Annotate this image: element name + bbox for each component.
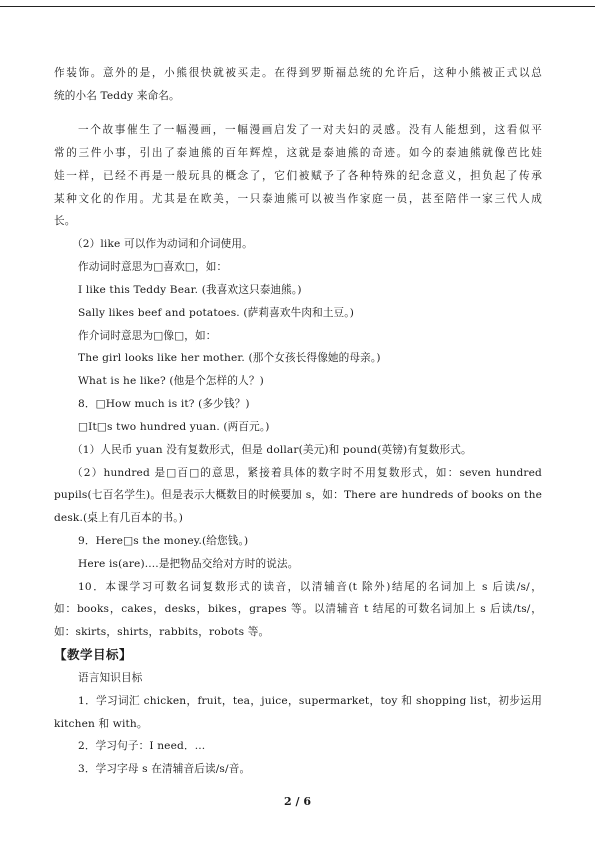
header-rule bbox=[0, 6, 595, 7]
paragraph-line: 常的三件小事，引出了泰迪熊的百年辉煌，这就是泰迪熊的奇迹。如今的泰迪熊就像芭比娃 bbox=[54, 147, 542, 159]
section-heading: 【教学目标】 bbox=[54, 647, 133, 662]
paragraph-line: 8．□How much is it? (多少钱？) bbox=[78, 398, 250, 410]
paragraph-line: （2）like 可以作为动词和介词使用。 bbox=[72, 238, 253, 250]
paragraph-line: 作介词时意思为□像□，如： bbox=[78, 330, 217, 342]
paragraph-line: 作动词时意思为□喜欢□，如： bbox=[78, 261, 228, 273]
example-sentence: Sally likes beef and potatoes. (萨莉喜欢牛肉和土豆。) bbox=[78, 307, 355, 319]
paragraph-line: 2．学习句子：I need．... bbox=[78, 740, 206, 752]
paragraph-line: 10．本课学习可数名词复数形式的读音，以清辅音(t 除外)结尾的名词加上 s 后读/s/， bbox=[78, 581, 542, 593]
paragraph-line: 如：books，cakes，desks，bikes，grapes 等。以清辅音 t 结尾的可数名词加上 s 后读/ts/， bbox=[54, 603, 542, 615]
example-sentence: What is he like? (他是个怎样的人？) bbox=[78, 375, 264, 387]
example-sentence: The girl looks like her mother. (那个女孩长得像她的母亲。) bbox=[78, 352, 381, 364]
subsection-title: 语言知识目标 bbox=[78, 672, 143, 684]
page-number: 2 / 6 bbox=[284, 795, 311, 808]
paragraph-line: 长。 bbox=[54, 215, 76, 227]
paragraph-line: 9．Here□s the money.(给您钱。) bbox=[78, 535, 249, 547]
example-sentence: □It□s two hundred yuan. (两百元。) bbox=[78, 421, 270, 433]
paragraph-line: 一个故事催生了一幅漫画，一幅漫画启发了一对夫妇的灵感。没有人能想到，这看似平 bbox=[78, 124, 542, 136]
example-sentence: I like this Teddy Bear. (我喜欢这只泰迪熊。) bbox=[78, 284, 302, 296]
paragraph-line: 统的小名 Teddy 来命名。 bbox=[54, 90, 180, 102]
paragraph-line: pupils(七百名学生)。但是表示大概数目的时候要加 s，如：There are hundreds of books on the bbox=[54, 489, 542, 501]
paragraph-line: desk.(桌上有几百本的书。) bbox=[54, 512, 183, 524]
paragraph-line: （2）hundred 是□百□的意思，紧接着具体的数字时不用复数形式，如：seven hundred bbox=[72, 467, 542, 479]
paragraph-line: 作装饰。意外的是，小熊很快就被买走。在得到罗斯福总统的允许后，这种小熊被正式以总 bbox=[54, 67, 542, 79]
paragraph-line: 3．学习字母 s 在清辅音后读/s/音。 bbox=[78, 763, 251, 775]
paragraph-line: 1．学习词汇 chicken，fruit，tea，juice，supermarket，toy 和 shopping list，初步运用 bbox=[78, 695, 542, 707]
paragraph-line: 某种文化的作用。尤其是在欧美，一只泰迪熊可以被当作家庭一员，甚至陪伴一家三代人成 bbox=[54, 193, 542, 205]
paragraph-line: 娃一样，已经不再是一般玩具的概念了，它们被赋予了各种特殊的纪念意义，担负起了传承 bbox=[54, 170, 542, 182]
paragraph-line: 如：skirts，shirts，rabbits，robots 等。 bbox=[54, 626, 270, 638]
paragraph-line: （1）人民币 yuan 没有复数形式，但是 dollar(美元)和 pound(英镑)有复数形式。 bbox=[72, 444, 472, 456]
paragraph-line: kitchen 和 with。 bbox=[54, 718, 148, 730]
paragraph-line: Here is(are)....是把物品交给对方时的说法。 bbox=[78, 558, 299, 570]
